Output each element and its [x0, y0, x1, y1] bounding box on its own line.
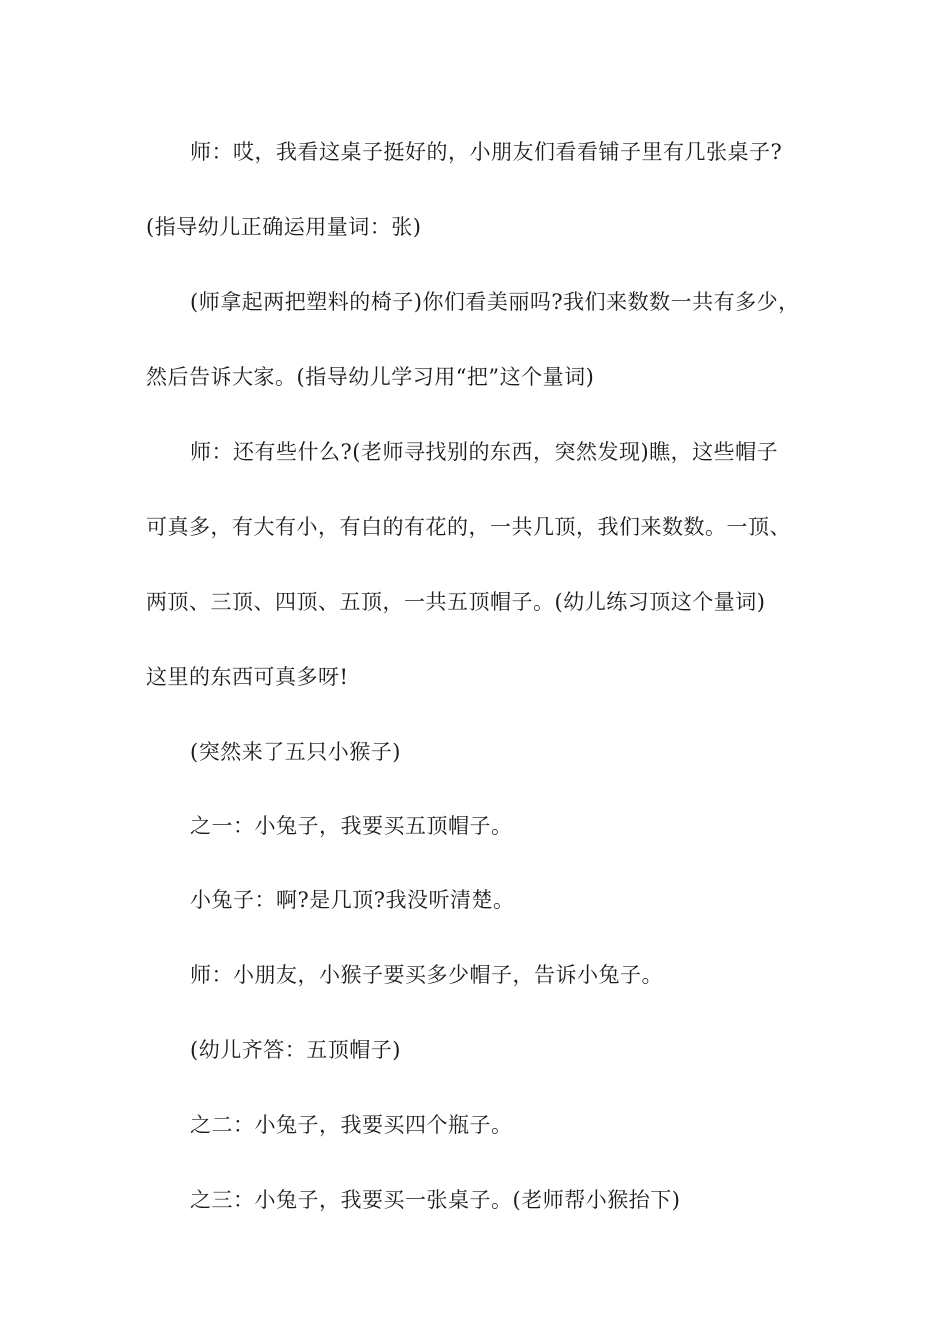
paragraph-line-12: 师：小朋友，小猴子要买多少帽子，告诉小兔子。 — [190, 963, 663, 987]
paragraph-line-5: 师：还有些什么?(老师寻找别的东西，突然发现)瞧，这些帽子 — [190, 440, 779, 464]
paragraph-line-7: 两顶、三顶、四顶、五顶，一共五顶帽子。(幼儿练习顶这个量词) — [146, 590, 766, 614]
paragraph-line-15: 之三：小兔子，我要买一张桌子。(老师帮小猴抬下) — [190, 1188, 681, 1212]
paragraph-line-1: 师：哎，我看这桌子挺好的，小朋友们看看铺子里有几张桌子? — [190, 140, 783, 164]
paragraph-line-11: 小兔子：啊?是几顶?我没听清楚。 — [190, 888, 515, 912]
paragraph-line-8: 这里的东西可真多呀! — [146, 665, 349, 689]
paragraph-line-3: (师拿起两把塑料的椅子)你们看美丽吗?我们来数数一共有多少， — [190, 290, 800, 314]
paragraph-line-13: (幼儿齐答：五顶帽子) — [190, 1038, 401, 1062]
paragraph-line-9: (突然来了五只小猴子) — [190, 740, 401, 764]
paragraph-line-4: 然后告诉大家。(指导幼儿学习用“把”这个量词) — [146, 365, 595, 389]
paragraph-line-2: (指导幼儿正确运用量词：张) — [146, 215, 422, 239]
paragraph-line-14: 之二：小兔子，我要买四个瓶子。 — [190, 1113, 513, 1137]
paragraph-line-6: 可真多，有大有小，有白的有花的，一共几顶，我们来数数。一顶、 — [146, 515, 791, 539]
paragraph-line-10: 之一：小兔子，我要买五顶帽子。 — [190, 814, 513, 838]
